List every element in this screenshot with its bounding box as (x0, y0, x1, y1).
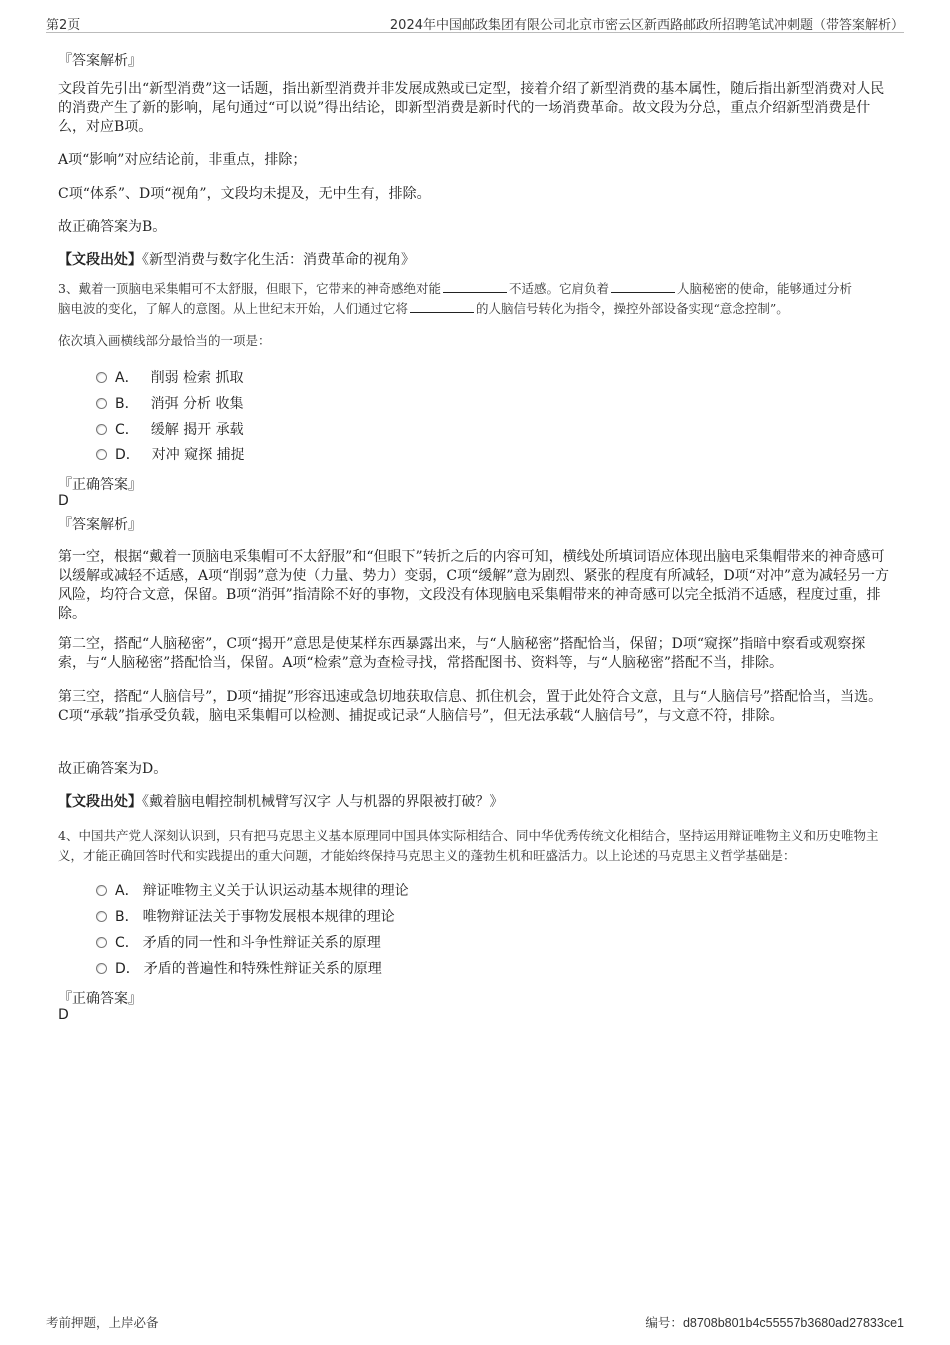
radio-icon[interactable] (96, 398, 107, 409)
source-title: 《戴着脑电帽控制机械臂写汉字 人与机器的界限被打破？》 (142, 794, 504, 810)
fill-blank (410, 301, 474, 313)
radio-icon[interactable] (96, 885, 107, 896)
option-b[interactable]: B． 消弭 分析 收集 (96, 394, 244, 414)
footer-slogan: 考前押题，上岸必备 (46, 1315, 159, 1330)
page-header (46, 12, 904, 33)
correct-answer: D (58, 1007, 69, 1023)
radio-icon[interactable] (96, 963, 107, 974)
correct-answer: D (58, 493, 69, 509)
question-stem: 4、中国共产党人深刻认识到，只有把马克思主义基本原理同中国具体实际相结合、同中华优秀传统文化相结合，坚持运用辩证唯物主义和历史唯物主义，才能正确回答时代和实践提出的重大问题，才能始终保持马克思主义的蓬勃生机和旺盛活力。以上论述的马克思主义哲学基础是： (58, 828, 879, 863)
fill-blank (611, 281, 675, 293)
analysis-paragraph: 第二空，搭配“人脑秘密”，C项“揭开”意思是使某样东西暴露出来，与“人脑秘密”搭配恰当，保留；D项“窥探”指暗中察看或观察探索，与“人脑秘密”搭配恰当，保留。A项“检索”意为查检寻找，常搭配图书、资料等，与“人脑秘密”搭配不当，排除。 (58, 636, 866, 671)
page-number: 第2页 (46, 18, 81, 33)
analysis-paragraph: 故正确答案为D。 (58, 761, 168, 777)
document-title: 2024年中国邮政集团有限公司北京市密云区新西路邮政所招聘笔试冲刺题（带答案解析） (389, 18, 904, 33)
footer-code: 编号：d8708b801b4c55557b3680ad27833ce1 (645, 1315, 904, 1330)
radio-icon[interactable] (96, 424, 107, 435)
analysis-heading: 『答案解析』 (58, 517, 142, 533)
analysis-paragraph: 第一空，根据“戴着一顶脑电采集帽可不太舒服”和“但眼下”转折之后的内容可知，横线处所填词语应体现出脑电采集帽带来的神奇感可以缓解或减轻不适感，A项“削弱”意为使（力量、势力）变弱，C项“缓解”意为剧烈、紧张的程度有所减轻，D项“对冲”意为减轻另一方风险，均符合文意，保留。B项“消弭”指清除不好的事物，文段没有体现脑电采集帽带来的神奇感可以完全抵消不适感，程度过重，排除。 (58, 549, 889, 622)
option-d[interactable]: D． 矛盾的普遍性和特殊性辩证关系的原理 (96, 959, 382, 979)
source-label: 【文段出处】 (58, 794, 142, 810)
question-stem: 3、戴着一顶脑电采集帽可不太舒服，但眼下，它带来的神奇感绝对能 不适感。它肩负着 人脑秘密的使命，能够通过分析 脑电波的变化，了解人的意图。从上世纪末开始，人们通过它将 的人脑信号转化为指令，操控外部设备实现“意念控制”。 (58, 281, 852, 316)
option-b[interactable]: B． 唯物辩证法关于事物发展根本规律的理论 (96, 907, 395, 927)
source-label: 【文段出处】 (58, 252, 142, 268)
option-d[interactable]: D． 对冲 窥探 捕捉 (96, 445, 245, 465)
radio-icon[interactable] (96, 911, 107, 922)
source-line (58, 793, 892, 812)
analysis-paragraph: 故正确答案为B。 (58, 219, 167, 235)
source-line (58, 251, 892, 270)
question-instruction: 依次填入画横线部分最恰当的一项是： (58, 333, 271, 348)
analysis-paragraph: C项“体系”、D项“视角”，文段均未提及，无中生有，排除。 (58, 186, 431, 202)
option-a[interactable]: A． 削弱 检索 抓取 (96, 368, 243, 388)
option-c[interactable]: C． 矛盾的同一性和斗争性辩证关系的原理 (96, 933, 381, 953)
analysis-heading: 『答案解析』 (58, 53, 142, 69)
correct-answer-heading: 『正确答案』 (58, 477, 142, 493)
analysis-paragraph: 第三空，搭配“人脑信号”，D项“捕捉”形容迅速或急切地获取信息、抓住机会，置于此处符合文意，且与“人脑信号”搭配恰当，当选。C项“承载”指承受负载，脑电采集帽可以检测、捕捉或记录“人脑信号”，但无法承载“人脑信号”，与文意不符，排除。 (58, 689, 883, 724)
page-footer (46, 1313, 904, 1333)
option-c[interactable]: C． 缓解 揭开 承载 (96, 420, 244, 440)
analysis-paragraph: A项“影响”对应结论前，非重点，排除； (58, 152, 307, 168)
radio-icon[interactable] (96, 372, 107, 383)
analysis-paragraph: 文段首先引出“新型消费”这一话题，指出新型消费并非发展成熟或已定型，接着介绍了新型消费的基本属性，随后指出新型消费对人民的消费产生了新的影响，尾句通过“可以说”得出结论，即新型消费是新时代的一场消费革命。故文段为分总，重点介绍新型消费是什么，对应B项。 (58, 81, 885, 135)
radio-icon[interactable] (96, 449, 107, 460)
radio-icon[interactable] (96, 937, 107, 948)
source-title: 《新型消费与数字化生活：消费革命的视角》 (142, 252, 415, 268)
correct-answer-heading: 『正确答案』 (58, 991, 142, 1007)
option-a[interactable]: A． 辩证唯物主义关于认识运动基本规律的理论 (96, 881, 409, 901)
fill-blank (443, 281, 507, 293)
